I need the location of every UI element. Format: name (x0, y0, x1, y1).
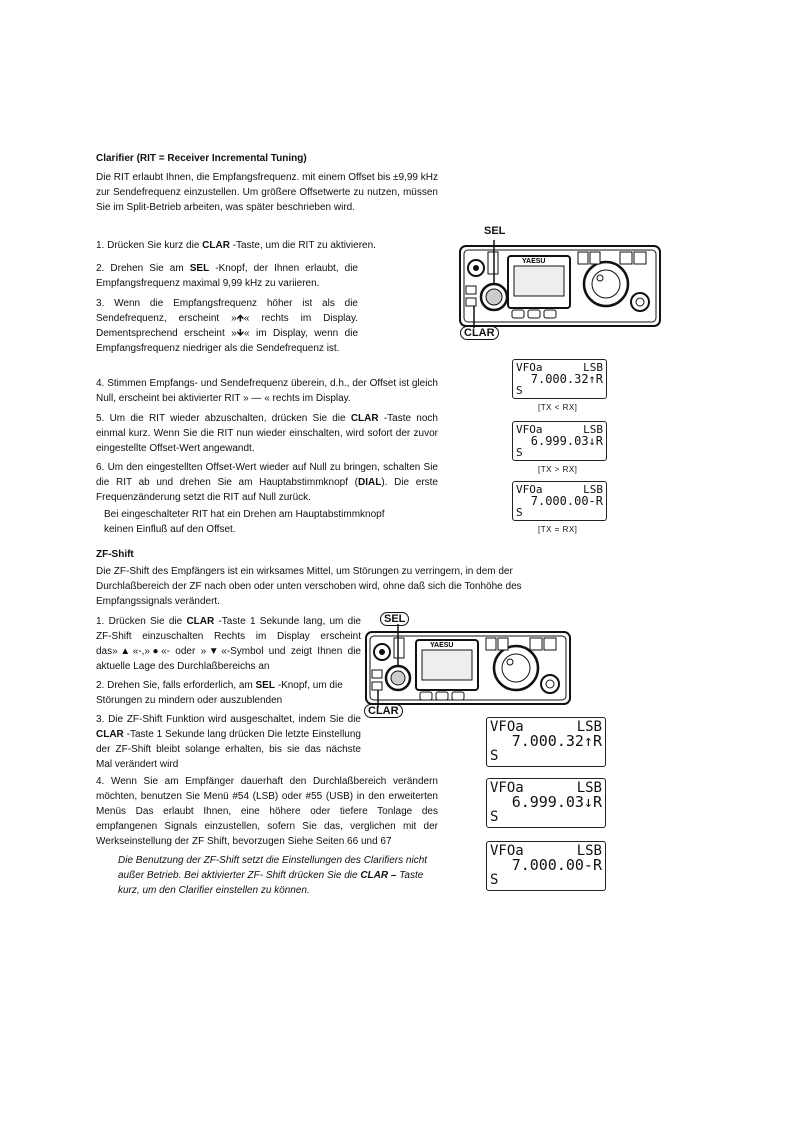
clarifier-step-4: 4. Stimmen Empfangs- und Sendefrequenz überein, d.h., der Offset ist gleich Null, erscheint bei aktivierter RIT » — « rechts im Display. (96, 378, 438, 404)
text: 3. Die ZF-Shift Funktion wird ausgeschaltet, indem Sie die (96, 714, 361, 725)
lcd-frequency: 6.999.03↓R (530, 434, 603, 448)
text: -Knopf, um die Störungen zu mindern oder auszublenden (96, 680, 343, 706)
lcd-vfo: VFOa (516, 361, 543, 374)
text: Taste kurz, um den Clarifier einstellen zu können. (118, 870, 424, 896)
zf-shift-step-2 (96, 678, 361, 708)
text: 5. Um die RIT wieder abzuschalten, drücken Sie die (96, 413, 351, 424)
lcd-frequency: 7.000.00-R (530, 494, 603, 508)
sel-knob-label: SEL (484, 225, 506, 237)
text: -Taste noch einmal kurz. Wenn Sie die RIT nun wieder einschalten, wird sofort der zuvor eingestellte Offset-Wert angewandt. (96, 413, 438, 454)
lcd-frequency: 7.000.00-R (511, 856, 602, 874)
lcd-display (512, 481, 607, 521)
lcd-s-meter: S (516, 384, 523, 397)
text: Die Benutzung der ZF-Shift setzt die Einstellungen des Clarifiers nicht außer Betrieb. Bei aktivierter ZF- Shift drücken Sie die (118, 855, 428, 881)
text: 2. Drehen Sie am (96, 263, 190, 274)
text: 1. Drücken Sie kurz die (96, 240, 203, 251)
lcd-mode: LSB (576, 843, 602, 859)
clarifier-step-2 (96, 261, 358, 291)
dial-label: DIAL (358, 477, 382, 488)
lcd-vfo: VFOa (490, 843, 524, 859)
lcd-vfo: VFOa (490, 719, 524, 735)
sel-key-label: SEL (255, 680, 275, 691)
zf-shift-step-3 (96, 712, 361, 772)
lcd-display (486, 841, 606, 891)
text: 2. Drehen Sie, falls erforderlich, am (96, 680, 256, 691)
text: -Knopf, der Ihnen erlaubt, die Empfangsfrequenz maximal 9,99 kHz zu variieren. (96, 263, 358, 289)
lcd-mode: LSB (576, 780, 602, 796)
lcd-vfo: VFOa (516, 483, 543, 496)
lcd-display (486, 717, 606, 767)
lcd-s-meter: S (490, 748, 499, 764)
lcd-s-meter: S (490, 809, 499, 825)
lcd-mode: LSB (583, 423, 603, 436)
text: 1. Drücken Sie die (96, 616, 187, 627)
clar-button-label: CLAR (364, 704, 403, 718)
lcd-mode: LSB (583, 483, 603, 496)
lcd-caption: [TX > RX] (538, 465, 578, 474)
clarifier-step-6 (96, 460, 438, 505)
lcd-display (512, 421, 607, 461)
lcd-mode: LSB (583, 361, 603, 374)
lcd-frequency: 6.999.03↓R (511, 793, 602, 811)
text: ). Die erste Frequenzänderung setzt die RIT auf Null zurück. (96, 477, 438, 503)
lcd-s-meter: S (516, 506, 523, 519)
zf-shift-intro: Die ZF-Shift des Empfängers ist ein wirksames Mittel, um Störungen zu verringern, in dem der Durchlaßbereich der ZF nach oben oder unten verschoben wird, ohne daß sich die Tonhöhe des Empfangssignals verändert. (96, 566, 522, 607)
zf-shift-note (118, 853, 442, 898)
clarifier-step-5 (96, 411, 438, 456)
radio-front-panel-illustration (454, 222, 666, 342)
lcd-caption: [TX = RX] (538, 525, 578, 534)
clar-key-label: CLAR (96, 729, 124, 740)
lcd-display (512, 359, 607, 399)
text: -Taste 1 Sekunde lang, um die ZF-Shift einzuschalten Rechts im Display erscheint das»▲«-,»●«- oder »▼«-Symbol und zeigt Ihnen die aktuelle Lage des Durchlaßbereichs an (96, 616, 361, 672)
sel-key-label: SEL (189, 263, 210, 274)
clar-button-label: CLAR (460, 326, 499, 340)
clarifier-note: Bei eingeschalteter RIT hat ein Drehen am Hauptabstimmknopf keinen Einfluß auf den Offset. (104, 509, 385, 535)
clar-key-label: CLAR (350, 413, 379, 424)
lcd-vfo: VFOa (490, 780, 524, 796)
lcd-vfo: VFOa (516, 423, 543, 436)
lcd-s-meter: S (516, 446, 523, 459)
section-heading-clarifier: Clarifier (RIT = Receiver Incremental Tuning) (96, 153, 307, 164)
zf-shift-step-1 (96, 614, 361, 674)
lcd-s-meter: S (490, 872, 499, 888)
brand-text: YAESU (430, 642, 454, 649)
lcd-frequency: 7.000.32↑R (511, 732, 602, 750)
clarifier-step-1 (96, 238, 438, 253)
radio-front-panel-illustration (362, 612, 574, 720)
lcd-mode: LSB (576, 719, 602, 735)
brand-text: YAESU (522, 258, 546, 265)
clarifier-step-3: 3. Wenn die Empfangsfrequenz höher ist als die Sendefrequenz, erscheint »🡹« rechts im Display. Dementsprechend erscheint »🡻« im Display, wenn die Empfangsfrequenz niedriger als die Sendefrequenz ist. (96, 298, 358, 354)
zf-shift-step-4: 4. Wenn Sie am Empfänger dauerhaft den Durchlaßbereich verändern möchten, benutzen Sie Menü #54 (LSB) oder #55 (USB) in den erweiterten Menüs Das erlaubt Ihnen, eine höhere oder tiefere Tonlage des empfangenen Signals einzustellen, sofern Sie das, verglichen mit der Werkseinstellung der ZF Shift, bevorzugen Siehe Seiten 66 und 67 (96, 776, 438, 847)
section-heading-zf-shift: ZF-Shift (96, 549, 134, 560)
text: -Taste, um die RIT zu aktivieren. (229, 240, 376, 251)
clar-key-label: CLAR (202, 240, 230, 251)
clarifier-intro: Die RIT erlaubt Ihnen, die Empfangsfrequenz. mit einem Offset bis ±9,99 kHz zur Sendefrequenz einzustellen. Um größere Offsetwerte zu nutzen, müssen Sie im Split-Betrieb arbeiten, was später beschrieben wird. (96, 172, 438, 213)
lcd-display (486, 778, 606, 828)
lcd-frequency: 7.000.32↑R (530, 372, 603, 386)
radio-panel-drawing (454, 222, 666, 342)
text: -Taste 1 Sekunde lang drücken Die letzte Einstellung der ZF-Shift bleibt solange erhalten, bis sie das nächste Mal verändert wird (96, 729, 361, 770)
clar-key-label: CLAR – (360, 870, 397, 881)
clar-key-label: CLAR (186, 616, 215, 627)
lcd-caption: [TX < RX] (538, 403, 578, 412)
text: 6. Um den eingestellten Offset-Wert wieder auf Null zu bringen, schalten Sie die RIT ab und drehen Sie am Hauptabstimmknopf ( (96, 462, 438, 488)
sel-knob-label: SEL (380, 612, 409, 626)
